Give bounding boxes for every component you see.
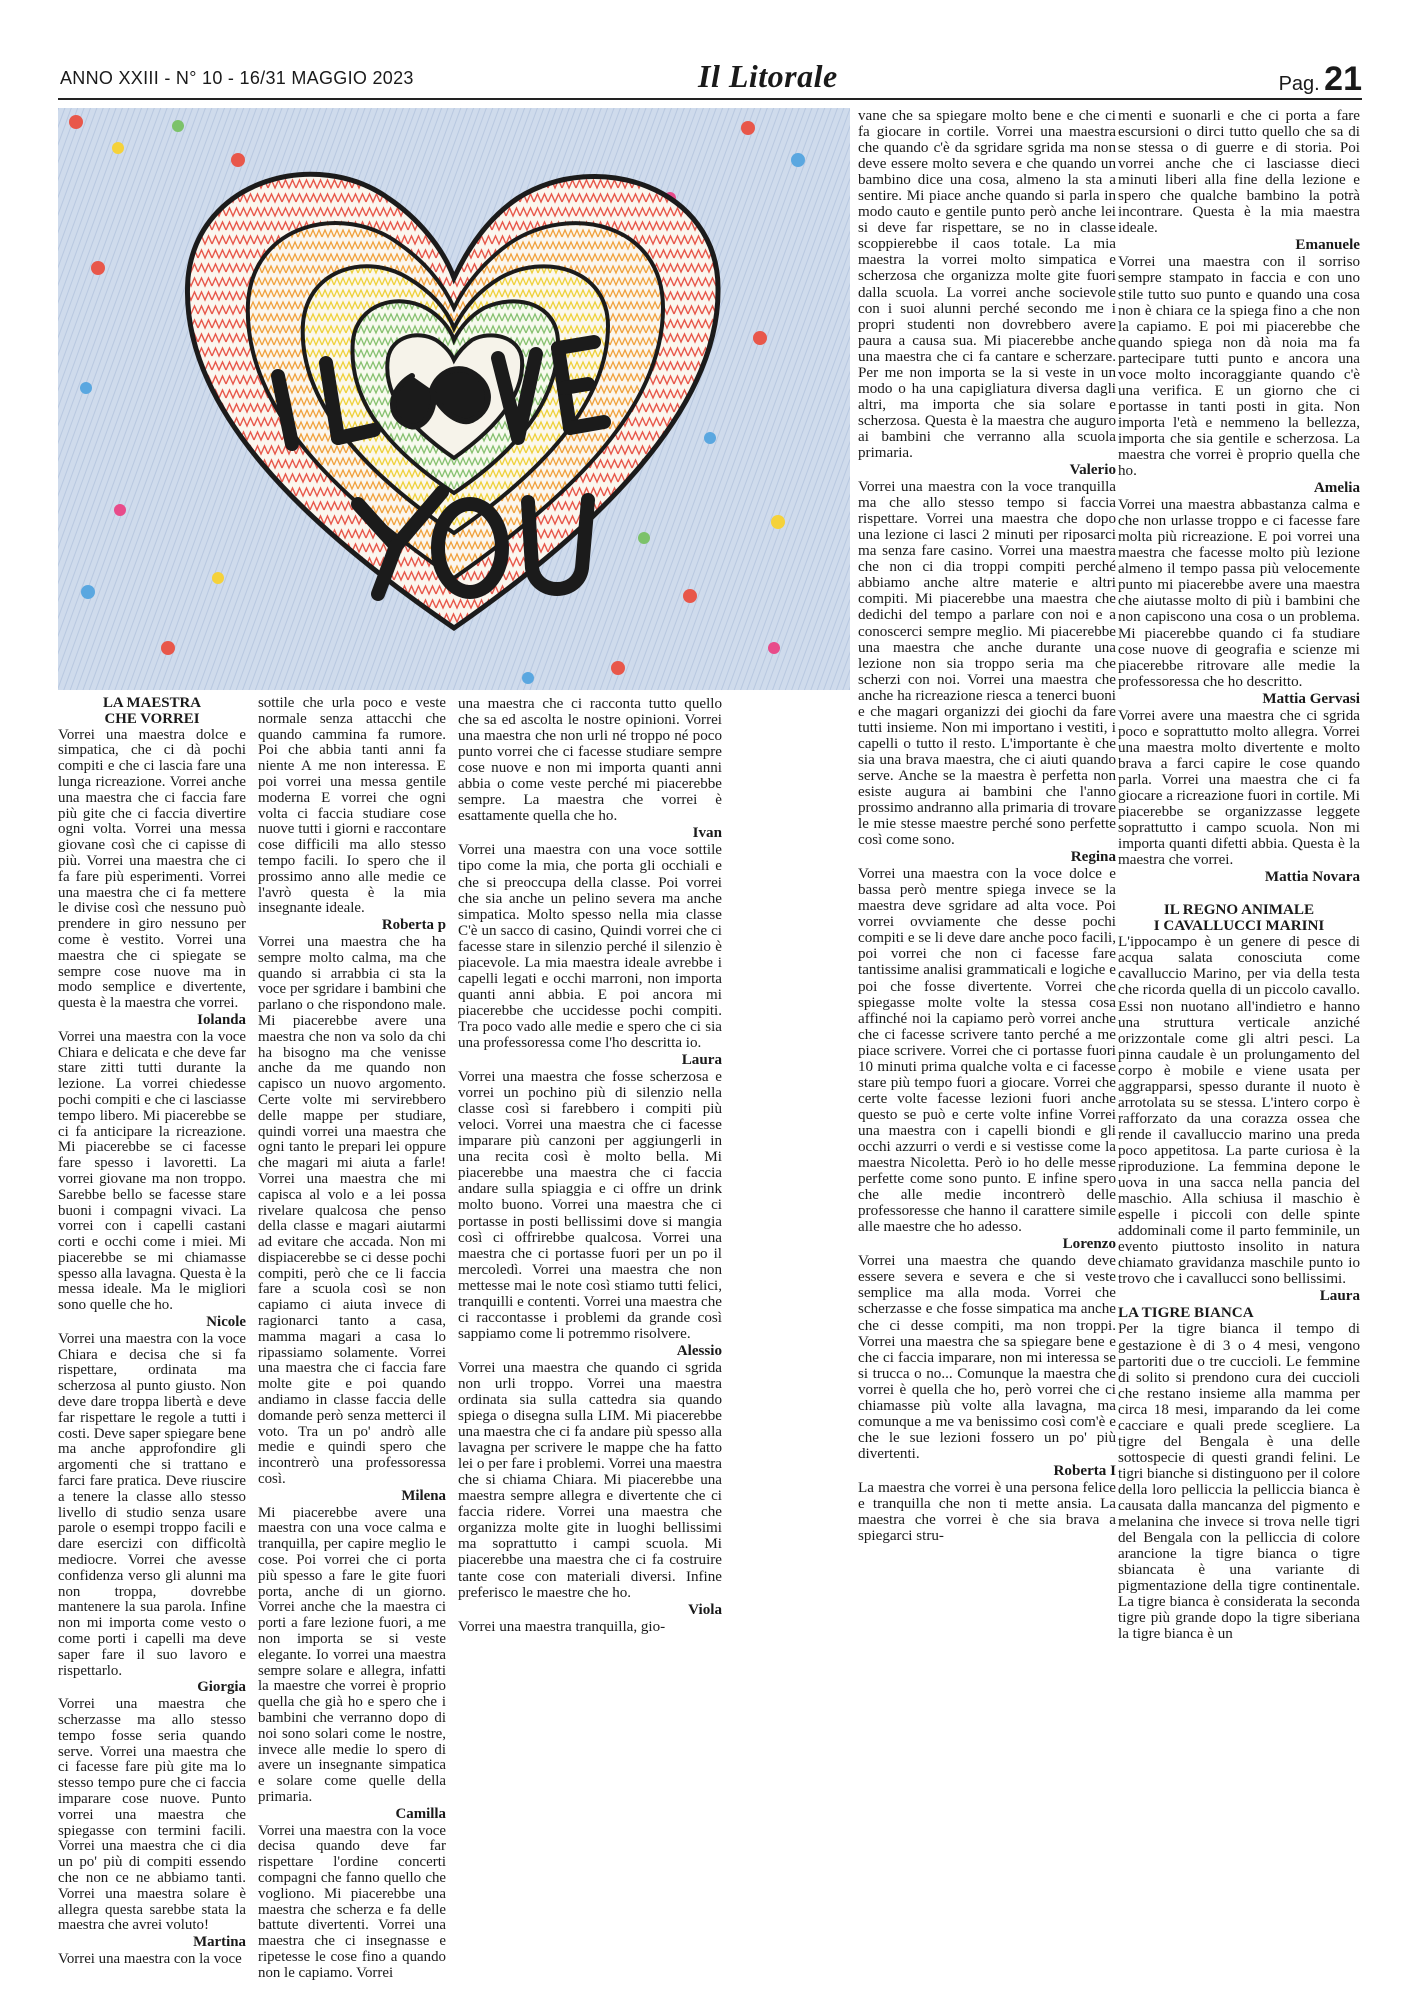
author-signature: Lorenzo — [1062, 1236, 1116, 1253]
section-heading: CHE VORREI — [104, 710, 200, 727]
article-paragraph: Vorrei una maestra con la voce decisa quando deve far rispettare l'ordine concerti compagni che fanno quello che vogliono. Mi piacerebbe una maestra che scherza e fa delle battute divertenti. Vorrei una maestra che ci insegnasse e ripetesse le cose fino a quando non le capiamo. Vorrei — [258, 1822, 446, 1981]
issue-info: ANNO XXIII - N° 10 - 16/31 MAGGIO 2023 — [60, 68, 414, 88]
article-paragraph: Per la tigre bianca il tempo di gestazione è di 3 o 4 mesi, vengono partoriti due o tre cuccioli. Le femmine di solito si prendono cura dei cuccioli che restano insieme alla mamma per circa 18 mesi, imparando da lei come cacciare e quali prede scegliere. La tigre del Bengala è una delle sottospecie di questi grandi felini. Le tigri bianche si distinguono per il colore della loro pelliccia la pelliccia bianca è causata dalla mancanza del pigmento e melanina che invece si trova nelle tigri del Bengala con la pelliccia di colore arancione la tigre bianca o tigre sbiancata è una variante di pigmentazione della tigre continentale. La tigre bianca è considerata la seconda tigre più grande dopo la tigre siberiana la tigre bianca è un — [1118, 1321, 1360, 1643]
author-signature: Emanuele — [1295, 237, 1360, 254]
spacer — [1118, 886, 1360, 902]
column-2 — [258, 696, 446, 1982]
author-signature: Laura — [1319, 1288, 1360, 1305]
column-1 — [58, 696, 246, 1968]
article-paragraph: Mi piacerebbe avere una maestra con una voce calma e tranquilla, per capire meglio le cose. Poi vorrei che ci porta più spesso a fare le gite fuori porta, anche di un giorno. Vorrei anche che la maestra ci porti a fare lezione fuori, a me non importa se si veste elegante. Io vorrei una maestra sempre solare e allegra, infatti la maestre che vorrei è proprio quella che già ho e spero che i bambini che verranno dopo di noi sono solari come le nostre, invece alle medie lo spero di avere un insegnante simpatica e solare come quelle della primaria. — [258, 1504, 446, 1805]
author-signature: Giorgia — [197, 1679, 246, 1696]
article-paragraph: Vorrei una maestra che quando deve essere severa e severa e che si veste semplice ma alla moda. Vorrei che scherzasse e che fosse simpatica ma anche che ci desse compiti, ma non troppi. Vorrei una maestra che sa spiegare bene e che ci faccia imparare, non mi interessa se si trucca o no... Comunque la maestra che vorrei è quella che ho, però vorrei che ci chiamasse più volte alla lavagna, ma comunque a me va benissimo così com'è e che le sue lezioni fossero un po' più divertenti. — [858, 1253, 1116, 1462]
author-signature: Martina — [193, 1934, 246, 1951]
article-paragraph: L'ippocampo è un genere di pesce di acqua salata conosciuta come cavalluccio Marino, per via della testa che ricorda quella di un piccolo cavallo. Essi non nuotano all'indietro e hanno una struttura verticale anziché orizzontale come gli altri pesci. La pinna caudale è un prolungamento del corpo è mobile e viene usata per aggrapparsi, spesso durante il nuoto è arrotolata su se stessa. L'intero corpo è rafforzato da una corazza ossea che rende il cavalluccio marino una preda poco appetitosa. La parte curiosa è la riproduzione. La femmina depone le uova in una sacca nella pancia del maschio. Alla schiusa il maschio è espelle i piccoli con delle spinte addominali come il parto femminile, un evento piuttosto insolito in natura chiamato gravidanza maschile punto io trovo che i cavallucci sono bellissimi. — [1118, 934, 1360, 1288]
article-paragraph: Vorrei una maestra che fosse scherzosa e vorrei un pochino più di silenzio nella classe così si farebbero i compiti più veloci. Vorrei una maestra che ci facesse imparare più canzoni per aggiungerli in una recita così è molto bella. Mi piacerebbe una maestra che ci faccia andare sulla spiaggia e ci offre un drink molto buono. Vorrei una maestra che ci portasse in posti bellissimi dove si mangia così ci offrirebbe qualcosa. Vorrei una maestra che ci portasse fuori per un po il mercoledì. Vorrei una maestra che non mettesse mai le note così stiamo tutti felici, tranquilli e contenti. Vorrei una maestra che ci raccontasse i problemi da grande così sappiamo come li potremmo risolvere. — [458, 1069, 722, 1342]
column-3 — [458, 696, 722, 1635]
author-signature: Iolanda — [197, 1011, 246, 1028]
article-paragraph: menti e suonarli e che ci porta a fare escursioni o dirci tutto quello che sa di se stessa o di guerre e di storia. Poi vorrei anche che ci lasciasse dieci minuti liberi alla fine della lezione e spero che qualche bambino la potrà incontrare. Questa è la mia maestra ideale. — [1118, 108, 1360, 237]
author-signature: Ivan — [692, 825, 722, 842]
author-signature: Camilla — [395, 1805, 446, 1822]
author-signature: Valerio — [1069, 462, 1116, 479]
article-paragraph: vane che sa spiegare molto bene e che ci fa giocare in cortile. Vorrei una maestra che quando c'è da sgridare sgrida ma non deve essere molto severa e che quando un bambino dice una cosa, almeno la sta a sentire. Mi piace anche quando si parla in modo cauto e gentile punto però anche lei si deve far rispettare, se no in classe scoppierebbe il caos totale. La mia maestra la vorrei molto simpatica e scherzosa che organizza molte gite fuori dalla scuola. La vorrei anche socievole con i suoi alunni perché secondo me i propri studenti non dovrebbero avere paura a causa sua. Mi piacerebbe anche una maestra che ci fa cantare e scherzare. Per me non importa se la si veste in un modo o ha una capigliatura diversa dagli altri, ma importa che sia solare e scherzosa. Questa è la maestra che auguro ai bambini che verranno alla scuola primaria. — [858, 108, 1116, 461]
article-paragraph: Vorrei una maestra con la voce dolce e bassa però mentre spiega invece se la maestra deve sgridare ad alta voce. Poi vorrei ovviamente che desse pochi compiti e se li deve dare anche poco facili, poi vorrei che non ci facesse fare tantissime analisi grammaticali e logiche e poi che fosse divertente. Vorrei che spiegasse molte volte la stessa cosa affinché noi la capiamo però vorrei anche che ci facesse scrivere tanto perché a me piace scrivere. Vorrei che ci portasse fuori 10 minuti prima qualche volta e ci facesse stare più tempo fuori a giocare. Vorrei che certe volte facesse lezioni fuori anche questo se può e certe volte infine Vorrei una maestra con i capelli biondi e gli occhi azzurri o verdi e si vestisse come la maestra Nicoletta. Però io ho delle messe perfette come sono punto. E infine spero che alle medie incontrerò delle professoresse che hanno il carattere simile alle maestre che ho adesso. — [858, 866, 1116, 1236]
article-paragraph: Vorrei una maestra abbastanza calma e che non urlasse troppo e ci facesse fare molta più ricreazione. E poi vorrei una maestra che facesse molto più lezione almeno il tempo passa più velocemente punto mi piacerebbe avere una maestra che aiutasse molto di più i bambini che non capiscono una cosa o un problema. Mi piacerebbe quando ci fa studiare cose nuove di geografia e scienze mi piacerebbe ritrovare alle medie la professoressa che ho descritto. — [1118, 497, 1360, 690]
article-paragraph: Vorrei avere una maestra che ci sgrida poco e soprattutto molto allegra. Vorrei una maestra molto divertente e molto brava a farci capire le cose quando parla. Vorrei una maestra che ci fa giocare a ricreazione fuori in cortile. Mi piacerebbe se organizzasse leggete soprattutto i campo scuola. Non mi importa quanti difetti abbia. Questa è la maestra che vorrei. — [1118, 707, 1360, 869]
section-heading: I CAVALLUCCI MARINI — [1153, 918, 1325, 935]
heart-drawing-photo — [58, 108, 850, 690]
article-paragraph: una maestra che ci racconta tutto quello che sa ed ascolta le nostre opinioni. Vorrei una maestra che non urli né troppo né poco punto vorrei che ci facesse studiare sempre cose nuove e non mi importa quanti anni abbia o come veste perché mi piacerebbe sempre. La maestra che vorrei è esattamente quella che ho. — [458, 696, 722, 825]
section-heading: IL REGNO ANIMALE — [1163, 902, 1315, 919]
author-signature: Mattia Gervasi — [1262, 690, 1360, 707]
article-paragraph: Vorrei una maestra che quando ci sgrida non urli troppo. Vorrei una maestra ordinata sia sulla cattedra sia quando spiega o disegna sulla LIM. Mi piacerebbe una maestra che ci fa andare più spesso alla lavagna per scrivere le mappe che ha fatto lei o per fare i problemi. Vorrei una maestra che si chiama Chiara. Mi piacerebbe una maestra sempre allegra e divertente che ci faccia ridere. Vorrei una maestra che organizza molte gite in luoghi bellissimi ma soprattutto i campi scuola. Mi piacerebbe una maestra che ci fa costruire tante cose con materiali diversi. Infine preferisco le maestre che ho. — [458, 1359, 722, 1601]
page-label: Pag. — [1278, 73, 1320, 95]
page-number-value: 21 — [1324, 60, 1362, 98]
article-paragraph: Vorrei una maestra con il sorriso sempre stampato in faccia e con uno stile tutto suo punto e quando una cosa non è chiara ce la spiega fino a che non la capiamo. E poi mi piacerebbe che quando spiega non dà noia ma fa partecipare tutti punto e ancora una voce molto incoraggiante quando c'è una verifica. E un giorno che ci portasse in tanti posti in gita. Non importa l'età e nemmeno la bellezza, importa che sia gentile e scherzosa. La maestra che vorrei è proprio quella che ho. — [1118, 254, 1360, 480]
author-signature: Viola — [688, 1601, 722, 1618]
author-signature: Roberta p — [381, 917, 446, 934]
article-paragraph: Vorrei una maestra che scherzasse ma allo stesso tempo fosse seria quando serve. Vorrei una maestra che ci facesse fare più gite ma lo stesso tempo pure che ci faccia imparare cose nuove. Punto vorrei una maestra che spiegasse con termini facili. Vorrei una maestra che ci dia un po' più di compiti essendo che non ce ne abbiamo tanti. Vorrei una maestra solare è allegra questa sarebbe stata la maestra che avrei voluto! — [58, 1696, 246, 1934]
author-signature: Milena — [401, 1487, 446, 1504]
article-paragraph: Vorrei una maestra con la voce Chiara e delicata e che deve far stare zitti tutti durante la lezione. La vorrei chiedesse pochi compiti e che ci lasciasse tempo libero. Mi piacerebbe se ci fa anticipare la ricreazione. Mi piacerebbe se ci facesse fare spesso i lavoretti. La vorrei giovane ma non troppo. Sarebbe bello se facesse stare buoni i compagni vivaci. La vorrei con i capelli castani corti e occhi come i miei. Mi piacerebbe se mi chiamasse spesso alla lavagna. Questa è la messa ideale. Ma le migliori sono quelle che ho. — [58, 1028, 246, 1314]
author-signature: Alessio — [676, 1342, 722, 1359]
article-paragraph: Vorrei una maestra con una voce sottile tipo come la mia, che porta gli occhiali e che si preoccupa della classe. Poi vorrei che sia anche un pelino severa ma anche simpatica. Molto spesso nella mia classe C'è un sacco di casino, Quindi vorrei che ci facesse stare in silenzio perché il silenzio è piacevole. La mia maestra ideale avrebbe i capelli legati e occhi marroni, non importa quanti anni abbia. E poi ancora mi piacerebbe che uccidesse pochi compiti. Tra poco vado alle medie e spero che ci sia una professoressa come l'ho descritta io. — [458, 842, 722, 1051]
article-paragraph: Vorrei una maestra con la voce tranquilla ma che allo stesso tempo si faccia rispettare. Vorrei una maestra che dopo una lezione ci lasci 2 minuti per riposarci ma senza fare casino. Vorrei una maestra che non ci dia troppi compiti perché abbiamo anche altre materie e altri compiti. Mi piacerebbe una maestra che dedichi del tempo a parlare con noi e a conoscerci sempre meglio. Mi piacerebbe una maestra che anche durante una lezione non sia troppo seria ma che scherzi con noi. Vorrei una maestra che anche ha ricreazione riesca a tenerci buoni e che magari organizzi dei giochi da fare tutti insieme. Non mi importano i vestiti, i capelli o tutto il resto. L'importante è che sia una brava maestra, che ci aiuti quando serve. Anche se la maestra è perfetta non esiste augura ai bambini che l'anno prossimo andranno alla primaria di trovare le mie stesse maestre perché sono perfette così come sono. — [858, 479, 1116, 849]
column-4 — [858, 108, 1116, 1544]
article-paragraph: Vorrei una maestra con la voce Chiara e decisa che si fa rispettare, ordinata ma scherzosa al punto giusto. Non deve dare troppa libertà e deve far rispettare le regole a tutti i costi. Deve saper spiegare bene ma anche approfondire gli argomenti che si trattano e farci fare pratica. Deve riuscire a tenere la classe allo stesso livello di studio senza usare parole o esempi troppo facili e dare esercizi con difficoltà mediocre. Vorrei che avesse confidenza verso gli alunni ma non troppa, dovrebbe mantenere la sua parola. Infine non mi importa come vesto o come porti i capelli ma deve saper fare il suo lavoro e rispettarlo. — [58, 1330, 246, 1679]
article-paragraph: Vorrei una maestra tranquilla, gio- — [458, 1618, 666, 1635]
article-paragraph: Vorrei una maestra con la voce — [58, 1950, 242, 1967]
section-heading: LA MAESTRA — [102, 695, 202, 711]
page-header — [58, 58, 1362, 100]
author-signature: Roberta I — [1053, 1462, 1116, 1479]
article-paragraph: Vorrei una maestra che ha sempre molto calma, ma che quando si arrabbia ci sta la voce per sgridare i bambini che parlano o che rispondono male. Mi piacerebbe avere una maestra che non va solo da chi ha bisogno ma che venisse anche da me quando non capisco un nuovo argomento. Certe volte mi servirebbero delle mappe per studiare, quindi vorrei una maestra che ogni tanto le prepari lei oppure che magari mi aiuta a farle! Vorrei una maestra che mi capisca al volo e a lei possa rivelare qualcosa che penso della classe e magari aiutarmi ad evitare che accada. Non mi dispiacerebbe se ci desse pochi compiti, però che ce li faccia fare a scuola così se non capiamo ci aiuta invece di ragionarci tanto a casa, mamma magari a casa lo ripassiamo solamente. Vorrei una maestra che ci faccia fare molte gite e poi quando andiamo in classe faccia delle domande però senza metterci il voto. Tra un po' andrò alle medie e quindi spero che incontrerò una professoressa così. — [258, 933, 446, 1488]
author-signature: Amelia — [1313, 480, 1360, 497]
author-signature: Nicole — [206, 1314, 246, 1331]
author-signature: Laura — [681, 1052, 722, 1069]
article-paragraph: La maestra che vorrei è una persona felice e tranquilla che non ti mette ansia. La maestra che vorrei è che sia brava a spiegarci stru- — [858, 1479, 1116, 1545]
article-paragraph: Vorrei una maestra dolce e simpatica, che ci dà pochi compiti e che ci lascia fare una lunga ricreazione. Vorrei anche una maestra che ci faccia fare più gite che ci faccia divertire ogni volta. Vorrei una messa giovane così che ci capisse di più. Vorrei una maestra che ci fa fare più esperimenti. Vorrei una maestra che ci fa mettere le divise così che nessuno può prendere in giro nessuno per come è vestito. Vorrei una maestra che ci spiegate se sempre cose nuove ma in modo semplice e divertente, questa è la maestra che vorrei. — [58, 726, 246, 1012]
article-paragraph: sottile che urla poco e veste normale senza attacchi che quando cammina fa rumore. Poi che abbia tanti anni fa niente A me non interessa. E poi vorrei una messa gentile moderna E vorrei che ogni volta ci faccia studiare cose nuove tutti i giorni e raccontare cose difficili ma allo stesso tempo facili. Io spero che il prossimo anno alle medie ce l'avrò questa è la mia insegnante ideale. — [258, 695, 446, 917]
author-signature: Regina — [1070, 849, 1116, 866]
section-heading: LA TIGRE BIANCA — [1118, 1305, 1254, 1322]
page-number — [1279, 60, 1362, 99]
heart-drawing — [58, 108, 850, 690]
newspaper-logo: Il Litorale — [698, 58, 838, 94]
author-signature: Mattia Novara — [1264, 869, 1360, 886]
column-5 — [1118, 108, 1360, 1642]
